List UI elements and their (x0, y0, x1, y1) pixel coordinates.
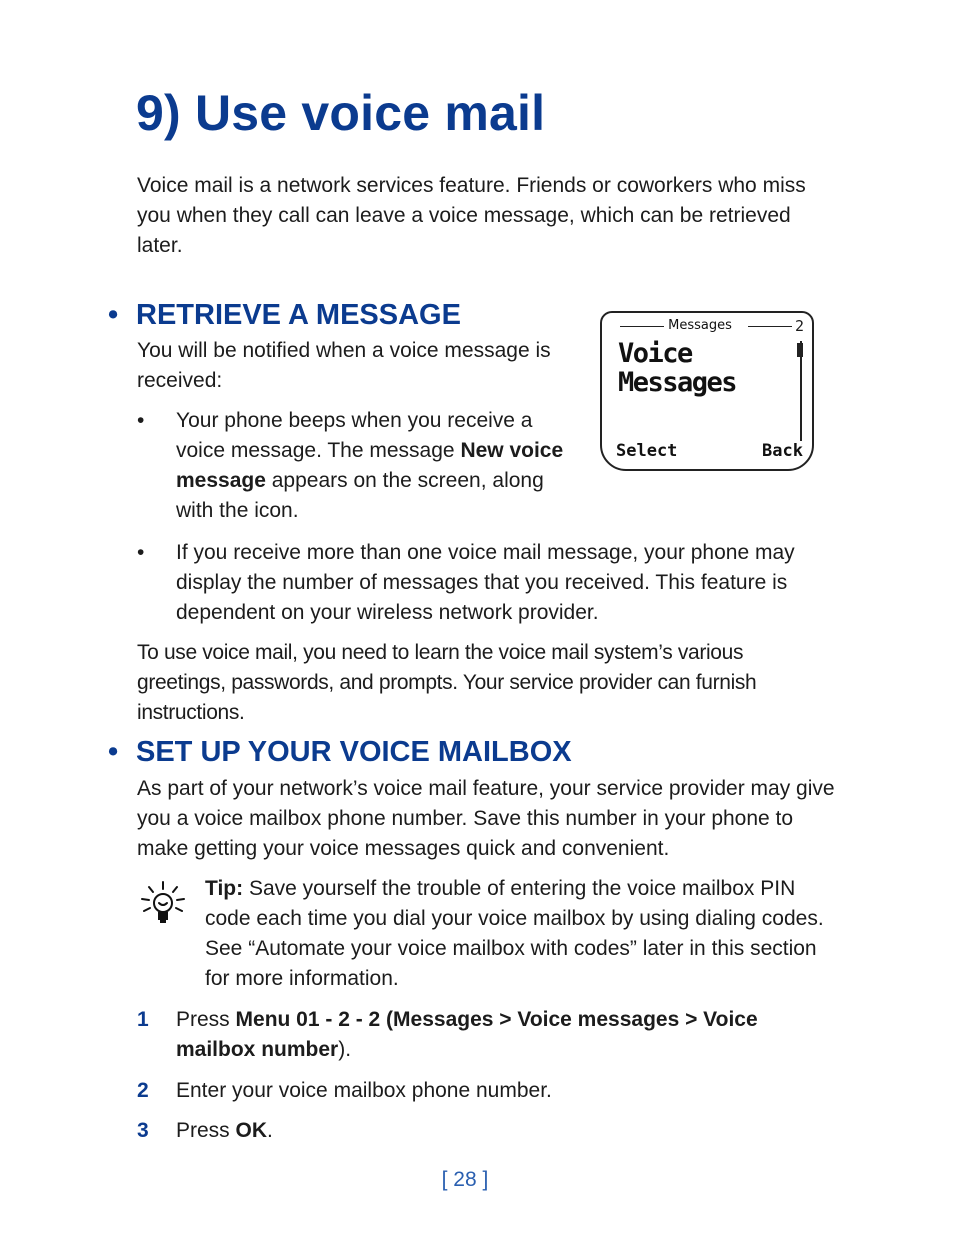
tip-text: Save yourself the trouble of entering the voice mailbox PIN code each time you dial your voice mailbox by using dialing codes. See “Automate your voice mailbox with codes” later in this section for more information. (205, 877, 824, 990)
phone-screen-line2: Messages (618, 367, 737, 398)
page-number: [ 28 ] (441, 1168, 489, 1191)
phone-softkey-select: Select (616, 441, 678, 461)
section-heading-retrieve (108, 298, 461, 332)
heading-bullet: • (108, 736, 119, 768)
notify-paragraph: You will be notified when a voice message is received: (137, 339, 551, 392)
step-text: Press Menu 01 - 2 - 2 (Messages > Voice messages > Voice mailbox number). (176, 1008, 758, 1061)
setup-paragraph: As part of your network’s voice mail feature, your service provider may give you a voice mailbox phone number. Save this number in your phone to make getting your voice messages quick and convenient. (137, 777, 835, 860)
new-voice-message-label: New voice message (176, 439, 564, 492)
phone-screen-header (620, 316, 780, 336)
phone-screen-header-label: Messages (664, 318, 736, 333)
phone-screen-main-text (618, 339, 736, 397)
bullet-mark: • (137, 409, 145, 432)
lightbulb-icon (140, 880, 186, 926)
intro-paragraph: Voice mail is a network services feature. Friends or coworkers who miss you when they call can leave a voice message, which can be retrieved later. (137, 174, 806, 257)
bullet-text: If you receive more than one voice mail message, your phone may display the number of messages that you received. This feature is dependent on your wireless network provider. (176, 541, 795, 624)
phone-screen-line1: Voice (618, 338, 692, 369)
use-voicemail-paragraph: To use voice mail, you need to learn the voice mail system’s various greetings, passwords, and prompts. Your service provider can furnish instructions. (137, 641, 757, 724)
section-heading-retrieve-text: RETRIEVE A MESSAGE (136, 299, 461, 331)
tip-label: Tip: (205, 877, 244, 900)
bullet-mark: • (137, 541, 145, 564)
bullet-text: Your phone beeps when you receive a voice message. The message New voice message appears on the screen, along with the icon. (176, 409, 564, 522)
phone-softkey-back: Back (762, 441, 803, 461)
step-text: Enter your voice mailbox phone number. (176, 1079, 552, 1102)
phone-scrollbar-thumb (797, 343, 803, 357)
step-text: Press OK. (176, 1119, 273, 1142)
step-number: 2 (137, 1079, 149, 1102)
section-heading-setup (108, 735, 572, 769)
step-number: 1 (137, 1008, 149, 1031)
step-number: 3 (137, 1119, 149, 1142)
section-heading-setup-text: SET UP YOUR VOICE MAILBOX (136, 736, 572, 768)
tip-paragraph (205, 874, 835, 994)
page-title: 9) Use voice mail (136, 85, 546, 141)
phone-screen-counter: 2 (795, 317, 805, 335)
heading-bullet: • (108, 299, 119, 331)
phone-screen-illustration (600, 311, 814, 471)
